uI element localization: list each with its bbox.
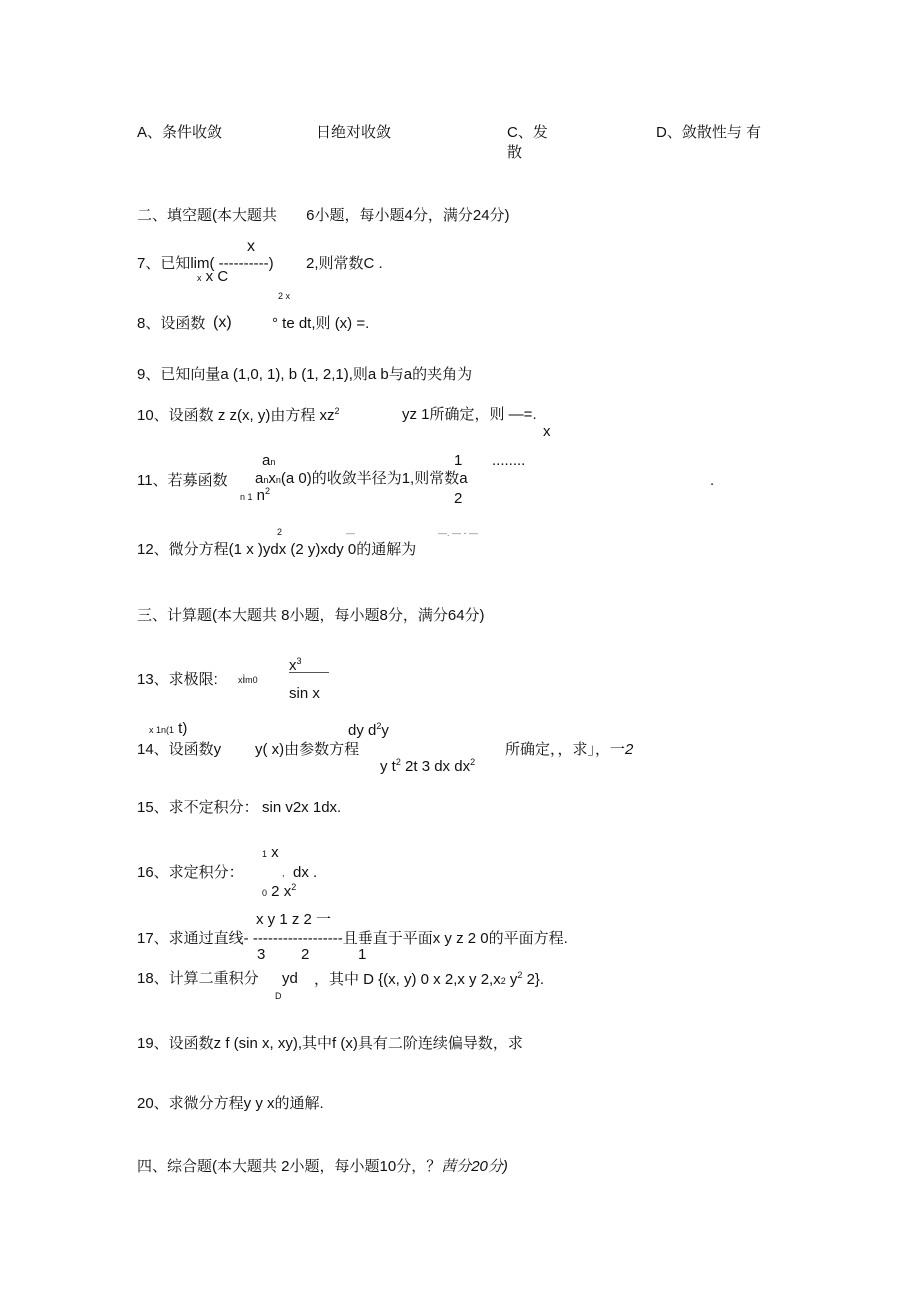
q16-label: 16、求定积分： — [137, 864, 244, 881]
comp-section-header: 四、综合题(本大题共 2小题，每小题10分，？茜分20分) — [137, 1158, 508, 1175]
q12-dash-1: — — [346, 528, 355, 538]
calc-section-header: 三、计算题(本大题共 8小题，每小题8分，满分64分) — [137, 607, 485, 624]
q13-numerator: $x^3$ — [289, 656, 302, 674]
q7-numerator: x — [247, 238, 255, 255]
q14-param-x: x 1n(1 t) — [149, 720, 188, 737]
choice-d: D、敛散性与 有 — [656, 124, 762, 141]
q20-text: 20、求微分方程y y x的通解. — [137, 1095, 324, 1112]
q12-dash-2: —. — - — — [438, 528, 478, 538]
q11-main: 11、若募函数 — [137, 472, 228, 489]
q14-rest: 所确定，，求」，一2 — [505, 741, 634, 758]
q10-rest: yz 1所确定，则 —=. — [402, 406, 537, 423]
fill-section-header: 二、填空题(本大题共 6小题，每小题4分，满分24分) — [137, 207, 510, 224]
q13-main: 13、求极限: — [137, 671, 218, 688]
q15-expr: sin v2x 1dx. — [262, 799, 342, 816]
q7-denominator: x x C — [197, 268, 229, 285]
q13-fraction-bar — [289, 672, 329, 673]
q10-denominator-x: x — [543, 423, 551, 440]
q8-upper-limit: 2 x — [278, 291, 291, 301]
q11-series-bottom: n 1 $n^2$ — [240, 486, 271, 504]
q13-limit: xim0 — [238, 672, 258, 686]
choice-b: 日绝对收敛 — [316, 124, 392, 141]
q17-den-3: 3 — [257, 946, 266, 963]
q7-main: 7、已知lim( ----------) — [137, 255, 274, 272]
choice-a: A、条件收敛 — [137, 124, 223, 141]
choice-c: C、发 — [507, 124, 548, 141]
q17-numerator: x y 1 z 2 一 — [256, 911, 332, 928]
q11-dots: ........ — [492, 452, 526, 469]
q14-derivative: dy $d^2y$ — [348, 721, 389, 739]
q10-main: 10、设函数 z z(x, y)由方程 $xz^2$ — [137, 406, 340, 424]
q11-fraction-num: 1 — [454, 452, 463, 469]
q9-text: 9、已知向量a (1,0, 1), b (1, 2,1),则a b与a的夹角为 — [137, 366, 473, 383]
q19-text: 19、设函数z f (sin x, xy),其中f (x)具有二阶连续偏导数，求 — [137, 1035, 523, 1052]
q14-param-y: y $t^2$ 2t 3 dx $dx^2$ — [380, 757, 476, 775]
q14-main: 14、设函数y — [137, 741, 222, 758]
q17-main: 17、求通过直线- ------------------且垂直于平面x y z 2 0的平面方程. — [137, 930, 568, 947]
q16-dx: dx . — [293, 864, 318, 881]
q17-den-2: 2 — [301, 946, 310, 963]
q18-integrand: yd — [282, 970, 298, 987]
q18-region: ，其中 D {(x, y) 0 x 2,x y 2,x2 $y^2$ 2}. — [314, 970, 545, 988]
q8-fx: (x) — [213, 314, 232, 331]
choice-c-cont: 散 — [507, 144, 523, 161]
q18-label: 18、计算二重积分 — [137, 970, 259, 987]
q11-coef-an: an — [262, 452, 276, 469]
q12-text: 12、微分方程(1 x )ydx (2 y)xdy 0的通解为 — [137, 541, 417, 558]
q11-fraction-den: 2 — [454, 490, 463, 507]
q14-yx: y( x)由参数方程 — [255, 741, 360, 758]
q7-right: 2,则常数C . — [306, 255, 383, 272]
q17-den-1: 1 — [358, 946, 367, 963]
q16-denominator: 0 2 $x^2$ — [262, 882, 297, 900]
q12-sup: 2 — [277, 527, 283, 537]
q16-comma: , — [282, 868, 285, 878]
q11-period: . — [710, 472, 715, 489]
q16-numerator: 1 x — [262, 844, 279, 861]
q8-integral: ° te dt,则 (x) =. — [272, 315, 370, 332]
q18-domain-d: D — [275, 991, 282, 1001]
q8-main: 8、设函数 — [137, 315, 206, 332]
q15-label: 15、求不定积分： — [137, 799, 259, 816]
q11-series: anxn(a 0)的收敛半径为1,则常数a — [255, 470, 468, 487]
q13-denominator: sin x — [289, 685, 320, 702]
